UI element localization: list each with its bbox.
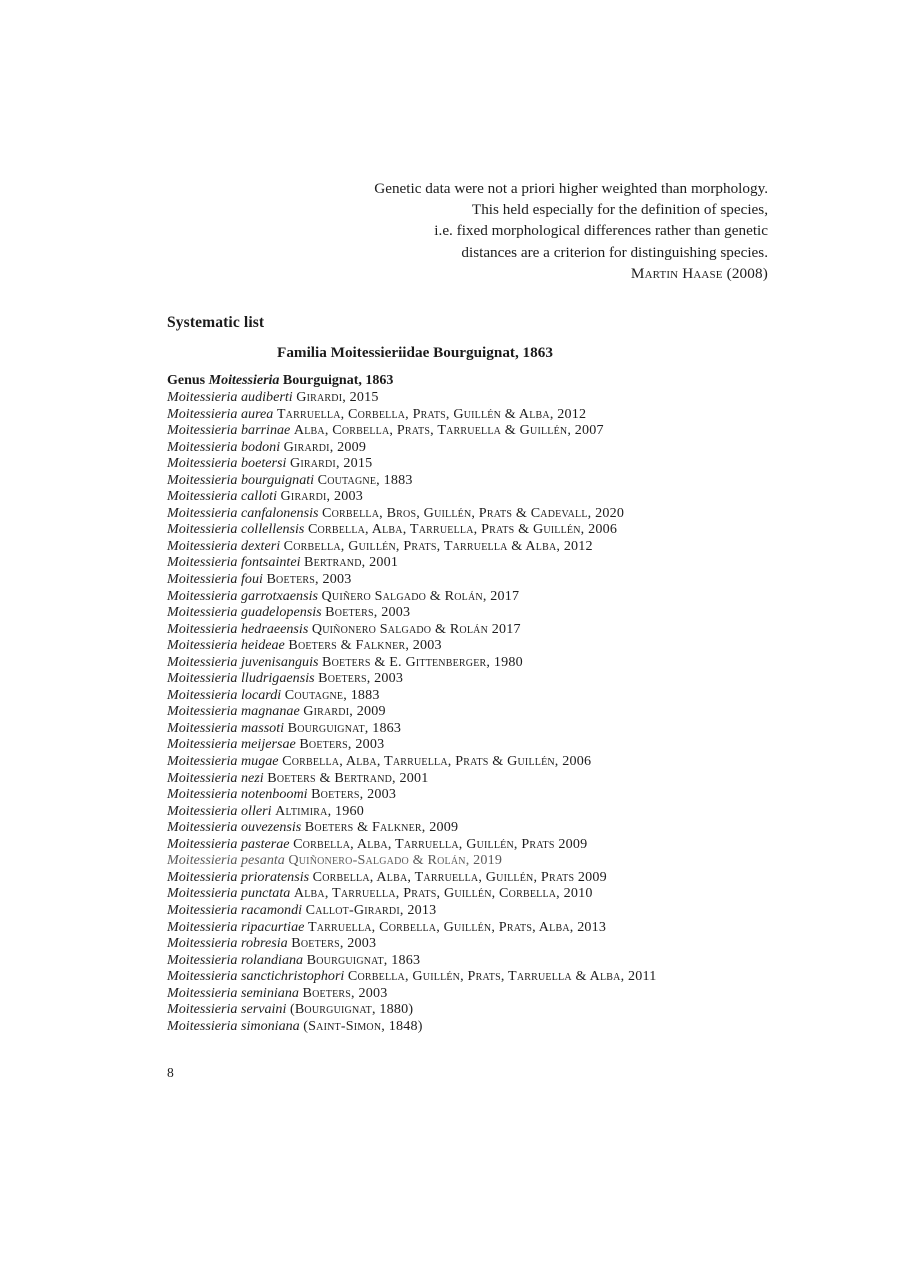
species-entry xyxy=(167,968,787,985)
species-entry xyxy=(167,637,787,654)
species-name: Moitessieria barrinae xyxy=(167,422,291,439)
epigraph xyxy=(167,178,768,284)
species-name: Moitessieria massoti xyxy=(167,719,285,736)
species-authority: Corbella, Alba, Tarruella, Guillén, Prats 2009 xyxy=(312,868,607,885)
species-entry xyxy=(167,455,787,472)
species-name: Moitessieria meijersae xyxy=(167,736,296,753)
species-authority: Boeters & Falkner, 2003 xyxy=(288,637,442,654)
species-authority: Corbella, Bros, Guillén, Prats & Cadevall, 2020 xyxy=(322,504,625,521)
species-authority: Alba, Corbella, Prats, Tarruella & Guillén, 2007 xyxy=(293,422,604,439)
species-authority: Boeters, 2003 xyxy=(299,736,385,753)
species-entry xyxy=(167,803,787,820)
species-authority: Bourguignat, 1863 xyxy=(306,951,421,968)
species-name: Moitessieria racamondi xyxy=(167,901,303,918)
species-authority: Tarruella, Corbella, Prats, Guillén & Alba, 2012 xyxy=(276,405,587,422)
species-entry xyxy=(167,885,787,902)
species-name: Moitessieria guadelopensis xyxy=(167,604,322,621)
species-entry xyxy=(167,654,787,671)
species-entry xyxy=(167,736,787,753)
species-entry xyxy=(167,1018,787,1035)
species-name: Moitessieria nezi xyxy=(167,769,264,786)
species-entry xyxy=(167,389,787,406)
species-entry xyxy=(167,935,787,952)
genus-name: Moitessieria xyxy=(208,373,280,388)
species-name: Moitessieria collellensis xyxy=(167,521,305,538)
species-entry xyxy=(167,588,787,605)
species-name: Moitessieria canfalonensis xyxy=(167,504,319,521)
species-entry xyxy=(167,670,787,687)
species-entry xyxy=(167,770,787,787)
species-name: Moitessieria prioratensis xyxy=(167,868,310,885)
species-entry xyxy=(167,505,787,522)
species-entry xyxy=(167,488,787,505)
species-name: Moitessieria notenboomi xyxy=(167,786,308,803)
species-authority: Girardi, 2015 xyxy=(289,455,373,472)
species-name: Moitessieria rolandiana xyxy=(167,951,304,968)
genus-prefix: Genus xyxy=(167,373,209,388)
species-name: Moitessieria garrotxaensis xyxy=(167,587,318,604)
species-name: Moitessieria magnanae xyxy=(167,703,300,720)
epigraph-line-3: i.e. fixed morphological differences rather than genetic xyxy=(434,222,768,240)
species-name: Moitessieria heideae xyxy=(167,637,285,654)
epigraph-line-2: This held especially for the definition of species, xyxy=(471,201,768,219)
species-authority: Boeters & Falkner, 2009 xyxy=(304,819,459,836)
species-name: Moitessieria dexteri xyxy=(167,537,281,554)
species-name: Moitessieria calloti xyxy=(167,488,277,505)
species-authority: Quiñonero-Salgado & Rolán, 2019 xyxy=(288,852,503,869)
species-name: Moitessieria simoniana xyxy=(167,1017,300,1034)
species-name: Moitessieria ouvezensis xyxy=(167,819,302,836)
epigraph-attribution: Martin Haase (2008) xyxy=(630,264,768,282)
species-name: Moitessieria foui xyxy=(167,571,263,588)
species-entry xyxy=(167,571,787,588)
species-authority: Boeters, 2003 xyxy=(318,670,404,687)
species-name: Moitessieria sanctichristophori xyxy=(167,968,345,985)
species-entry xyxy=(167,439,787,456)
genus-heading xyxy=(167,371,393,390)
species-entry xyxy=(167,919,787,936)
species-entry xyxy=(167,720,787,737)
species-entry xyxy=(167,538,787,555)
species-authority: Boeters, 2003 xyxy=(302,984,388,1001)
species-name: Moitessieria robresia xyxy=(167,935,288,952)
species-entry xyxy=(167,952,787,969)
species-name: Moitessieria hedraeensis xyxy=(167,620,309,637)
species-entry xyxy=(167,753,787,770)
species-authority: Bourguignat, 1863 xyxy=(287,719,402,736)
species-name: Moitessieria bourguignati xyxy=(167,471,315,488)
section-title: Systematic list xyxy=(167,314,265,331)
species-authority: Girardi, 2009 xyxy=(303,703,386,720)
species-name: Moitessieria ripacurtiae xyxy=(167,918,305,935)
species-authority: Tarruella, Corbella, Guillén, Prats, Alba, 2013 xyxy=(307,918,607,935)
species-entry xyxy=(167,621,787,638)
species-authority: Boeters, 2003 xyxy=(311,786,397,803)
species-authority: Alba, Tarruella, Prats, Guillén, Corbella, 2010 xyxy=(293,885,593,902)
species-authority: Girardi, 2003 xyxy=(280,488,363,505)
species-entry xyxy=(167,786,787,803)
species-authority: Corbella, Guillén, Prats, Tarruella & Alba, 2012 xyxy=(283,537,593,554)
species-name: Moitessieria fontsaintei xyxy=(167,554,301,571)
species-name: Moitessieria bodoni xyxy=(167,438,281,455)
species-entry xyxy=(167,985,787,1002)
species-name: Moitessieria audiberti xyxy=(167,389,293,405)
species-entry xyxy=(167,902,787,919)
epigraph-line-1: Genetic data were not a priori higher weighted than morphology. xyxy=(374,180,768,197)
species-entry xyxy=(167,422,787,439)
species-name: Moitessieria pasterae xyxy=(167,835,290,852)
species-name: Moitessieria juvenisanguis xyxy=(167,653,319,670)
species-entry xyxy=(167,687,787,704)
species-authority: Girardi, 2009 xyxy=(283,438,367,455)
species-name: Moitessieria pesanta xyxy=(167,852,285,869)
species-authority: Boeters & E. Gittenberger, 1980 xyxy=(322,653,523,670)
species-authority: Boeters, 2003 xyxy=(325,604,411,621)
species-entry xyxy=(167,852,787,869)
species-entry xyxy=(167,406,787,423)
species-name: Moitessieria boetersi xyxy=(167,455,287,472)
genus-suffix: Bourguignat, 1863 xyxy=(279,373,394,388)
species-authority: Coutagne, 1883 xyxy=(284,686,380,703)
species-name: Moitessieria lludrigaensis xyxy=(167,670,315,687)
species-authority: (Saint-Simon, 1848) xyxy=(303,1017,423,1034)
species-list xyxy=(167,389,787,1034)
species-authority: Coutagne, 1883 xyxy=(317,471,413,488)
species-authority: Altimira, 1960 xyxy=(275,802,365,819)
species-entry xyxy=(167,604,787,621)
epigraph-line-4: distances are a criterion for distinguishing species. xyxy=(461,243,768,261)
species-entry xyxy=(167,1001,787,1018)
species-entry xyxy=(167,819,787,836)
species-name: Moitessieria locardi xyxy=(167,686,282,703)
species-entry xyxy=(167,521,787,538)
species-entry xyxy=(167,703,787,720)
species-name: Moitessieria servaini xyxy=(167,1001,287,1018)
species-name: Moitessieria olleri xyxy=(167,802,272,819)
species-authority: Boeters, 2003 xyxy=(291,935,377,952)
family-heading: Familia Moitessieriidae Bourguignat, 1863 xyxy=(277,344,553,361)
species-authority: Bertrand, 2001 xyxy=(304,554,399,571)
species-authority: Boeters, 2003 xyxy=(266,571,352,588)
species-authority: Corbella, Guillén, Prats, Tarruella & Alba, 2011 xyxy=(347,968,657,985)
species-authority: Corbella, Alba, Tarruella, Prats & Guillén, 2006 xyxy=(307,521,618,538)
species-authority: Corbella, Alba, Tarruella, Prats & Guillén, 2006 xyxy=(282,753,592,770)
species-authority: Quiñonero Salgado & Rolán 2017 xyxy=(311,620,521,637)
species-name: Moitessieria seminiana xyxy=(167,984,299,1001)
species-entry xyxy=(167,554,787,571)
species-authority: Boeters & Bertrand, 2001 xyxy=(267,769,429,786)
species-authority: (Bourguignat, 1880) xyxy=(289,1001,414,1018)
species-entry xyxy=(167,869,787,886)
species-authority: Girardi, 2015 xyxy=(296,389,379,405)
species-authority: Quiñero Salgado & Rolán, 2017 xyxy=(321,587,520,604)
species-name: Moitessieria mugae xyxy=(167,753,279,770)
species-entry xyxy=(167,836,787,853)
species-name: Moitessieria punctata xyxy=(167,885,291,902)
page-number: 8 xyxy=(167,1065,174,1080)
species-entry xyxy=(167,472,787,489)
species-name: Moitessieria aurea xyxy=(167,405,274,422)
species-authority: Corbella, Alba, Tarruella, Guillén, Prats 2009 xyxy=(293,835,588,852)
species-authority: Callot-Girardi, 2013 xyxy=(305,901,437,918)
